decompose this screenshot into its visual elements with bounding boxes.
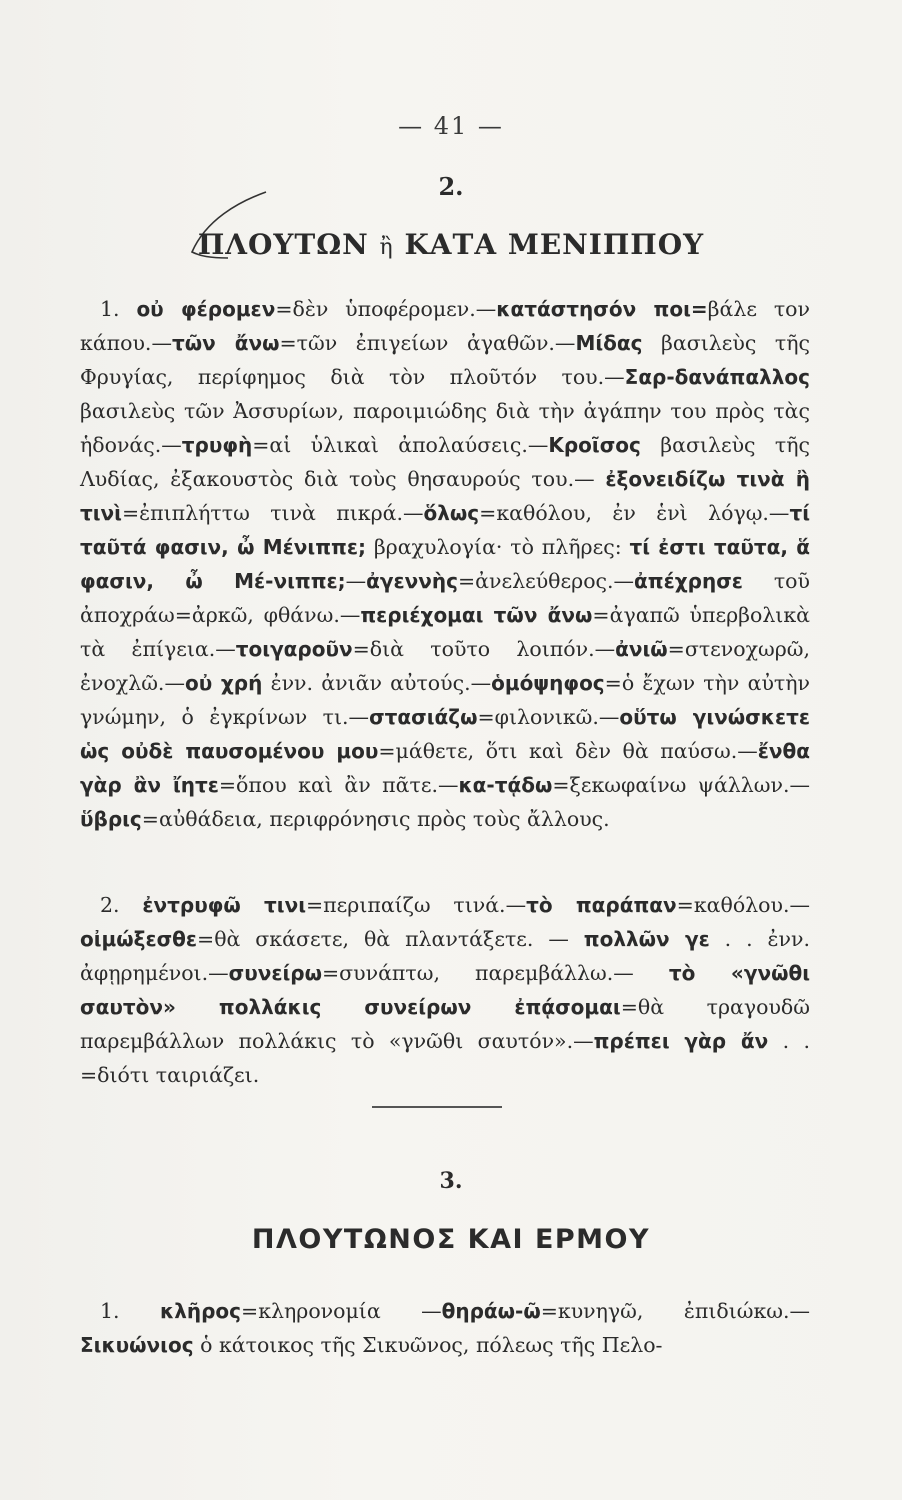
headword: οὐ χρή <box>184 671 263 695</box>
headword: περιέχομαι τῶν ἄνω <box>360 603 593 627</box>
gloss-text: =θὰ τραγουδῶ παρεμβάλλων πολλάκις τὸ «γνῶθι σαυτόν».— <box>80 995 810 1053</box>
section-divider <box>372 1106 502 1108</box>
headword: ἀπέχρησε <box>634 569 743 593</box>
headword: ἐντρυφῶ τινι <box>142 893 306 917</box>
headword: ὕβρις <box>80 807 142 831</box>
section-number: 2. <box>438 172 464 201</box>
gloss-text: =συνάπτω, παρεμβάλλω.— <box>321 961 669 985</box>
headword: τοιγαροῦν <box>235 637 353 661</box>
gloss-text: =καθόλου, ἐν ἑνὶ λόγῳ.— <box>479 501 790 525</box>
gloss-text: =ἐπιπλήττω τινὰ πικρά.— <box>121 501 424 525</box>
gloss-text: =ὅπου καὶ ἂν πᾶτε.— <box>218 773 459 797</box>
title-rest: ΚΑΤΑ ΜΕΝΙΠΠΟΥ <box>404 228 705 261</box>
headword: τί ἐστι ταῦτα, ἅ φασιν, ὦ Μέ-νιππε; <box>80 535 810 593</box>
gloss-text: =διὰ τοῦτο λοιπόν.— <box>352 637 616 661</box>
gloss-text: =ἀγαπῶ ὑπερβολικὰ τὰ ἐπίγεια.— <box>80 603 811 661</box>
section-title <box>0 228 902 261</box>
headword: ἀνιῶ <box>615 637 668 661</box>
headword: κλῆρος <box>160 1299 242 1323</box>
commentary-paragraph-3 <box>80 1294 810 1362</box>
gloss-text: =φιλονικῶ.— <box>477 705 620 729</box>
gloss-text: . . ἐνν. ἀφῃρημένοι.— <box>80 927 810 985</box>
commentary-paragraph-1 <box>80 292 810 836</box>
gloss-text: 1. <box>100 297 137 321</box>
gloss-text: =κληρονομία — <box>241 1299 442 1323</box>
gloss-text: =ἀνελεύθερος.— <box>458 569 635 593</box>
gloss-text: 2. <box>100 893 143 917</box>
headword: θηράω-ῶ <box>441 1299 541 1323</box>
gloss-text: =περιπαίζω τινά.— <box>306 893 527 917</box>
section-number: 3. <box>439 1168 463 1194</box>
page-number: — 41 — <box>398 112 504 140</box>
gloss-text: βραχυλογία· τὸ πλῆρες: <box>365 535 630 559</box>
gloss-text: βασιλεὺς τῆς Λυδίας, ἐξακουστὸς διὰ τοὺς θησαυρούς του.— <box>80 433 810 491</box>
headword: οὕτω γινώσκετε ὡς οὐδὲ παυσομένου μου <box>80 705 810 763</box>
gloss-text: τοῦ ἀποχράω=ἀρκῶ, φθάνω.— <box>80 569 810 627</box>
title-connector: ἢ <box>379 235 394 260</box>
headword: κατάστησόν ποι= <box>496 297 708 321</box>
headword: Μίδας <box>575 331 643 355</box>
gloss-text: =στενοχωρῶ, ἐνοχλῶ.— <box>80 637 811 695</box>
headword: Σαρ-δανάπαλλος <box>624 365 810 389</box>
gloss-text: =τῶν ἐπιγείων ἀγαθῶν.— <box>279 331 576 355</box>
section-title: ΠΛΟΥΤΩΝΟΣ ΚΑΙ ΕΡΜΟΥ <box>251 1224 651 1255</box>
gloss-text: — <box>345 569 367 593</box>
gloss-text: =ὁ ἔχων τὴν αὐτὴν γνώμην, ὁ ἐγκρίνων τι.— <box>80 671 810 729</box>
headword: πολλῶν γε <box>583 927 710 951</box>
headword: ἀγεννὴς <box>366 569 458 593</box>
headword: τρυφὴ <box>181 433 253 457</box>
headword: κα-τᾴδω <box>458 773 553 797</box>
headword: Κροῖσος <box>548 433 641 457</box>
paragraph-text <box>80 1294 810 1362</box>
gloss-text: . . =διότι ταιριάζει. <box>80 1029 810 1087</box>
paragraph-text <box>80 888 810 1092</box>
headword: στασιάζω <box>369 705 478 729</box>
gloss-text: βασιλεὺς τῆς Φρυγίας, περίφημος διὰ τὸν πλοῦτόν του.— <box>80 331 811 389</box>
gloss-text: =αἱ ὑλικαὶ ἀπολαύσεις.— <box>252 433 549 457</box>
headword: συνείρω <box>228 961 322 985</box>
gloss-text: =μάθετε, ὅτι καὶ δὲν θὰ παύσω.— <box>378 739 758 763</box>
gloss-text: =ξεκωφαίνω ψάλλων.— <box>552 773 810 797</box>
gloss-text: =δὲν ὑποφέρομεν.— <box>275 297 497 321</box>
headword: τὸ παράπαν <box>526 893 677 917</box>
headword: ἔνθα γὰρ ἂν ἴητε <box>80 739 810 797</box>
gloss-text: ἐνν. ἀνιᾶν αὐτούς.— <box>262 671 492 695</box>
headword: οἰμώξεσθε <box>80 927 198 951</box>
headword: ἐξονειδίζω τινὰ ἢ τινὶ <box>80 467 810 525</box>
headword: ὁμόψηφος <box>491 671 605 695</box>
gloss-text: βάλε τον κάπου.— <box>80 297 810 355</box>
gloss-text: 1. <box>100 1299 160 1323</box>
title-main: ΠΛΟΥΤΩΝ <box>197 228 369 261</box>
headword: πρέπει γὰρ ἄν <box>593 1029 769 1053</box>
paragraph-text <box>80 292 810 836</box>
headword: τῶν ἄνω <box>171 331 280 355</box>
headword: τί ταῦτά φασιν, ὦ Μένιππε; <box>80 501 810 559</box>
gloss-text: βασιλεὺς τῶν Ἀσσυρίων, παροιμιώδης διὰ τὴν ἀγάπην του πρὸς τὰς ἡδονάς.— <box>80 399 810 457</box>
gloss-text: =θὰ σκάσετε, θὰ πλαντάξετε. — <box>197 927 584 951</box>
headword: ὅλως <box>423 501 480 525</box>
gloss-text: =κυνηγῶ, ἐπιδιώκω.— <box>540 1299 811 1323</box>
headword: οὐ φέρομεν <box>136 297 276 321</box>
headword: τὸ «γνῶθι σαυτὸν» πολλάκις συνείρων ἐπᾴσομαι <box>80 961 810 1019</box>
gloss-text: =καθόλου.— <box>676 893 810 917</box>
headword: Σικυώνιος <box>80 1333 194 1357</box>
gloss-text: ὁ κάτοικος τῆς Σικυῶνος, πόλεως τῆς Πελο- <box>193 1333 663 1357</box>
gloss-text: =αὐθάδεια, περιφρόνησις πρὸς τοὺς ἄλλους. <box>141 807 610 831</box>
commentary-paragraph-2 <box>80 888 810 1092</box>
